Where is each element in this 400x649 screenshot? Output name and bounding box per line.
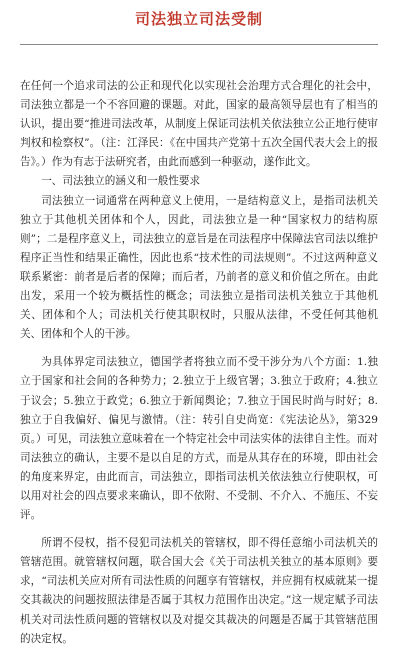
section-heading: 一、司法独立的涵义和一般性要求 xyxy=(41,175,201,188)
paragraph-eight-aspects: 为具体界定司法独立，德国学者将独立而不受干涉分为八个方面：1.独立于国家和社会间的各种势力；2.独立于上级官署；3.独立于政府；4.独立于议会；5.独立于政党；6.独立于新闻舆论；7.独立于国民时尚与时好；8.独立于自我偏好、偏见与激情。（注：转引自史尚宽：《宪法论丛》，第329页。）可见，司法独立意味着在一个特定社会中司法实体的法律自主性。而对司法独立的确认，主要不是以自足的方式，而是从其存在的环境，即由社会的角度来界定，由此而言，司法独立，即指司法机关依法独立行使职权，可以用对社会的四点要求来确认，即不依附、不受制、不介入、不施压、不妄评。 xyxy=(20,356,378,522)
title-divider xyxy=(20,44,378,45)
paragraph-intro: 在任何一个追求司法的公正和现代化以实现社会治理方式合理化的社会中，司法独立都是一个不容回避的课题。对此，国家的最高领导层也有了相当的认识，提出要“推进司法改革，从制度上保证司法机关依法独立公正地行使审判权和检察权”。（注：江泽民：《在中国共产党第十五次全国代表大会上的报告》。）作为有志于法研究者，由此而感到一种驱动，遂作此文。 xyxy=(20,80,378,169)
paragraph-jurisdiction: 所谓不侵权，指不侵犯司法机关的管辖权，即不得任意缩小司法机关的管辖范围。就管辖权问题，联合国大会《关于司法机关独立的基本原则》要求，“司法机关应对所有司法性质的问题享有管辖权，并应拥有权威就某一提交其裁决的问题按照法律是否属于其权力范围作出决定。”这一规定赋予司法机关对司法性质问题的管辖权以及对提交其裁决的问题是否属于其管辖范围的决定权。 xyxy=(20,537,378,645)
paragraph-definition: 司法独立一词通常在两种意义上使用，一是结构意义上，是指司法机关独立于其他机关团体和个人，因此，司法独立是一种“国家权力的结构原则”；二是程序意义上，司法独立的意旨是在司法程序中保障法官司法以维护程序正当性和结果正确性，因此也系“技术性的司法规则”。不过这两种意义联系紧密：前者是后者的保障；而后者，乃前者的意义和价值之所在。由此出发，采用一个较为概括性的概念；司法独立是指司法机关独立于其他机关、团体和个人；司法机关行使其职权时，只服从法律，不受任何其他机关、团体和个人的干涉。 xyxy=(20,194,378,341)
document-body xyxy=(20,77,378,649)
document-title: 司法独立司法受制 xyxy=(134,10,263,28)
